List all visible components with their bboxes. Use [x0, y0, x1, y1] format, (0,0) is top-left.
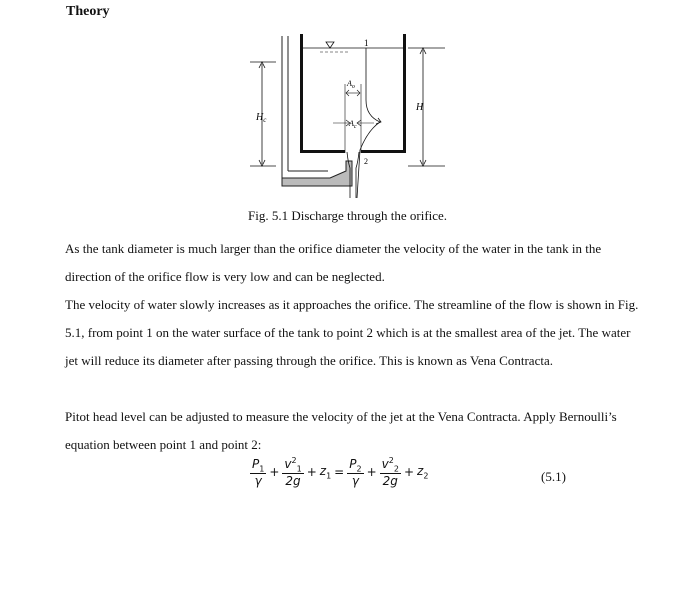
paragraph-3: Pitot head level can be adjusted to measure the velocity of the jet at the Vena Contracta. Apply Bernoulli’s equation between point 1 and point 2: [65, 409, 617, 452]
label-hc: $H_c$ [256, 112, 267, 124]
frac-p1-gamma: $\frac{P_1}{\gamma}$ [252, 456, 265, 488]
figure-caption: Fig. 5.1 Discharge through the orifice. [248, 208, 448, 223]
frac-v1-2g: $\frac{v^2_1}{2g}$ [284, 456, 302, 489]
section-heading: Theory [66, 4, 110, 19]
plus-sign: + [306, 465, 317, 480]
paragraph-1: As the tank diameter is much larger than the orifice diameter the velocity of the water in the tank in the direction of the orifice flow is very low and can be neglected. [65, 241, 602, 284]
label-h: H [416, 102, 424, 113]
bernoulli-equation [250, 456, 428, 488]
label-point1: 1 [364, 38, 369, 48]
label-a0: $A_o$ [347, 79, 355, 90]
plus-sign: + [269, 465, 280, 480]
plus-sign: + [366, 465, 377, 480]
equals-sign: = [334, 465, 345, 480]
orifice-figure [240, 28, 450, 203]
label-point2: 2 [364, 157, 368, 166]
frac-p2-gamma: $\frac{P_2}{\gamma}$ [349, 456, 362, 488]
water-level-mark [326, 42, 334, 48]
equation-number: (5.1) [541, 469, 566, 484]
frac-v2-2g: $\frac{v^2_2}{2g}$ [381, 456, 399, 489]
pitot-tube [282, 36, 352, 186]
tank-left-wall [300, 34, 303, 152]
paragraph-2: The velocity of water slowly increases as it approaches the orifice. The streamline of the flow is shown in Fig. 5.1, from point 1 on the water surface of the tank to point 2 which is at the smallest area of the jet. The water jet will reduce its diameter after passing through the orifice. This is known as Vena Contracta. [65, 297, 639, 368]
tank-bottom-right [361, 150, 406, 153]
tank-bottom-left [300, 150, 345, 153]
term-z1: $z_1$ [319, 464, 332, 481]
tank-right-wall [403, 34, 406, 152]
label-ac: $A_c$ [349, 119, 357, 130]
plus-sign: + [403, 465, 414, 480]
term-z2: $z_2$ [417, 464, 429, 481]
